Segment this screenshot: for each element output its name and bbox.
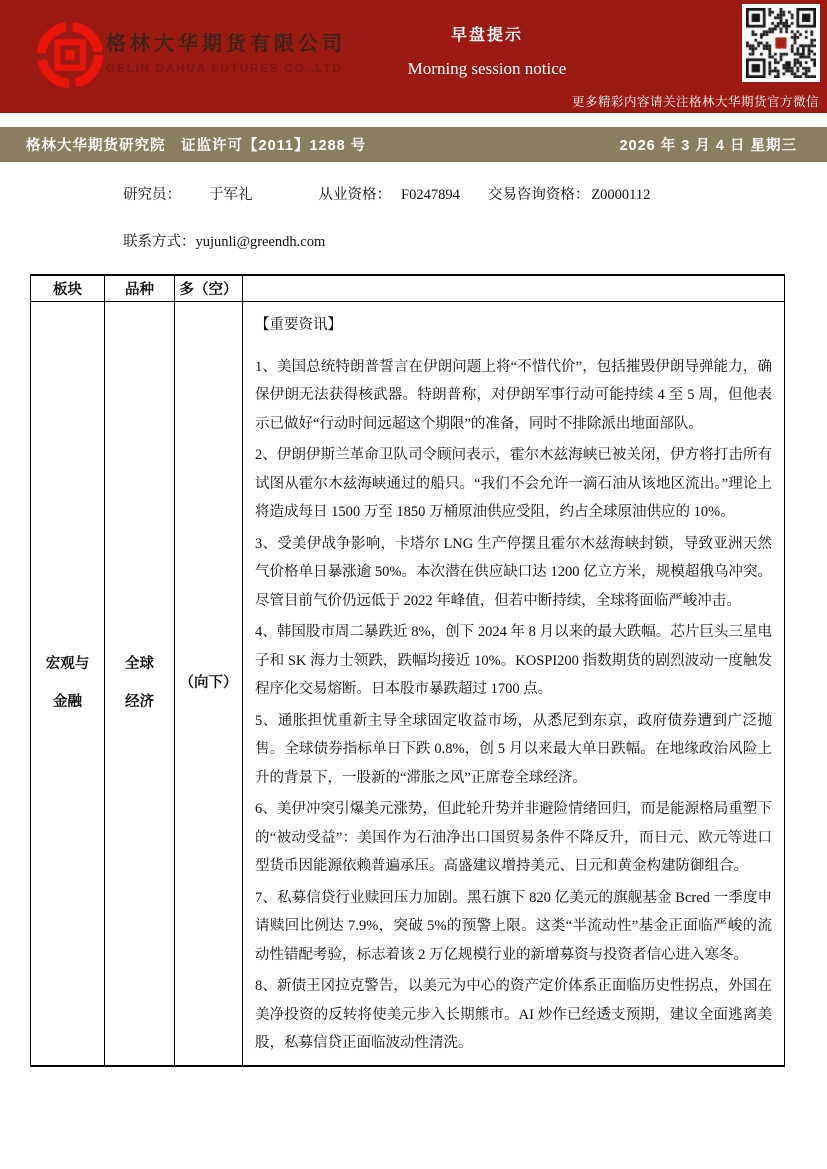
header-band <box>0 0 827 113</box>
contact-label: 联系方式： <box>123 234 196 250</box>
advisory-label: 交易咨询资格： <box>487 187 590 203</box>
qualification-number: F0247894 <box>401 187 460 203</box>
company-name-cn: 格林大华期货有限公司 <box>106 33 346 55</box>
variety-line-1: 全球 <box>125 656 154 672</box>
news-item-1: 1、美国总统特朗普誓言在伊朗问题上将“不惜代价”，包括摧毁伊朗导弹能力，确保伊朗无法获得核武器。特朗普称，对伊朗军事行动可能持续 4 至 5 周，但他表示已做好“行动时间远超这个期限”的准备，同时不排除派出地面部队。 <box>255 358 772 432</box>
wechat-qr-code <box>742 4 820 82</box>
news-item-7: 7、私募信贷行业赎回压力加剧。黑石旗下 820 亿美元的旗舰基金 Bcred 一季度申请赎回比例达 7.9%，突破 5%的预警上限。这类“半流动性”基金正面临严峻的流动性错配考验，标志着该 2 万亿规模行业的新增募资与投资者信心进入寒冬。 <box>255 889 772 963</box>
wechat-tip-text: 更多精彩内容请关注格林大华期货官方微信 <box>571 95 819 109</box>
researcher-name: 于军礼 <box>209 187 253 203</box>
notice-title-block <box>392 22 582 79</box>
sector-cell <box>31 301 105 1066</box>
company-name-block <box>106 27 347 75</box>
contact-line <box>123 230 827 251</box>
researcher-info <box>0 162 827 251</box>
news-item-3: 3、受美伊战争影响，卡塔尔 LNG 生产停摆且霍尔木兹海峡封锁，导致亚洲天然气价格单日暴涨逾 50%。本次潜在供应缺口达 1200 亿立方米，规模超俄乌冲突。尽管目前气价仍远低于 2022 年峰值，但若中断持续，全球将面临严峻冲击。 <box>255 535 772 609</box>
variety-line-2: 经济 <box>125 694 154 710</box>
table-header-row <box>31 275 785 301</box>
institute-license: 格林大华期货研究院 证监许可【2011】1288 号 <box>26 138 367 154</box>
header-direction: 多（空） <box>175 275 243 301</box>
news-item-8: 8、新债王冈拉克警告，以美元为中心的资产定价体系正面临历史性拐点，外国在美净投资的反转将使美元步入长期熊市。AI 炒作已经透支预期，建议全面逃离美股，私募信贷正面临波动性清洗。 <box>255 978 772 1051</box>
info-bar <box>0 127 827 162</box>
sector-line-1: 宏观与 <box>45 656 90 672</box>
report-date: 2026 年 3 月 4 日 星期三 <box>619 138 797 154</box>
news-table <box>30 274 785 1067</box>
variety-cell <box>105 301 175 1066</box>
news-item-6: 6、美伊冲突引爆美元涨势，但此轮升势并非避险情绪回归，而是能源格局重塑下的“被动受益”：美国作为石油净出口国贸易条件不降反升，而日元、欧元等进口型货币因能源依赖普遍承压。高盛建议增持美元、日元和黄金构建防御组合。 <box>255 801 772 874</box>
news-cell <box>243 301 785 1066</box>
direction-cell: （向下） <box>175 301 243 1066</box>
notice-subtitle: Morning session notice <box>407 59 567 78</box>
notice-title: 早盘提示 <box>450 27 523 44</box>
header-news <box>243 275 785 301</box>
qualification-label: 从业资格： <box>318 187 391 203</box>
company-name-en: GELIN DAHUA FUTURES CO.,LTD. <box>106 61 348 75</box>
news-item-2: 2、伊朗伊斯兰革命卫队司令顾问表示，霍尔木兹海峡已被关闭，伊方将打击所有试图从霍尔木兹海峡通过的船只。“我们不会允许一滴石油从该地区流出。”理论上将造成每日 1500 万至 1850 万桶原油供应受阻，约占全球原油供应的 10%。 <box>255 447 772 520</box>
researcher-line <box>123 183 827 204</box>
news-item-5: 5、通胀担忧重新主导全球固定收益市场，从悉尼到东京，政府债券遭到广泛抛售。全球债券指标单日下跌 0.8%，创 5 月以来最大单日跌幅。在地缘政治风险上升的背景下，一股新的“滞胀之风”正席卷全球经济。 <box>255 712 772 786</box>
contact-email: yujunli@greendh.com <box>195 234 326 250</box>
news-section-title: 【重要资讯】 <box>255 316 342 333</box>
sector-line-2: 金融 <box>53 694 82 710</box>
company-logo-icon <box>36 21 104 89</box>
header-variety: 品种 <box>105 275 175 301</box>
researcher-label: 研究员： <box>123 187 181 203</box>
header-sector: 板块 <box>31 275 105 301</box>
table-row <box>31 301 785 1066</box>
news-item-4: 4、韩国股市周二暴跌近 8%，创下 2024 年 8 月以来的最大跌幅。芯片巨头三星电子和 SK 海力士领跌，跌幅均接近 10%。KOSPI200 指数期货的剧烈波动一度触发程序化交易熔断。日本股市暴跌超过 1700 点。 <box>255 624 772 697</box>
advisory-number: Z0000112 <box>591 187 651 203</box>
